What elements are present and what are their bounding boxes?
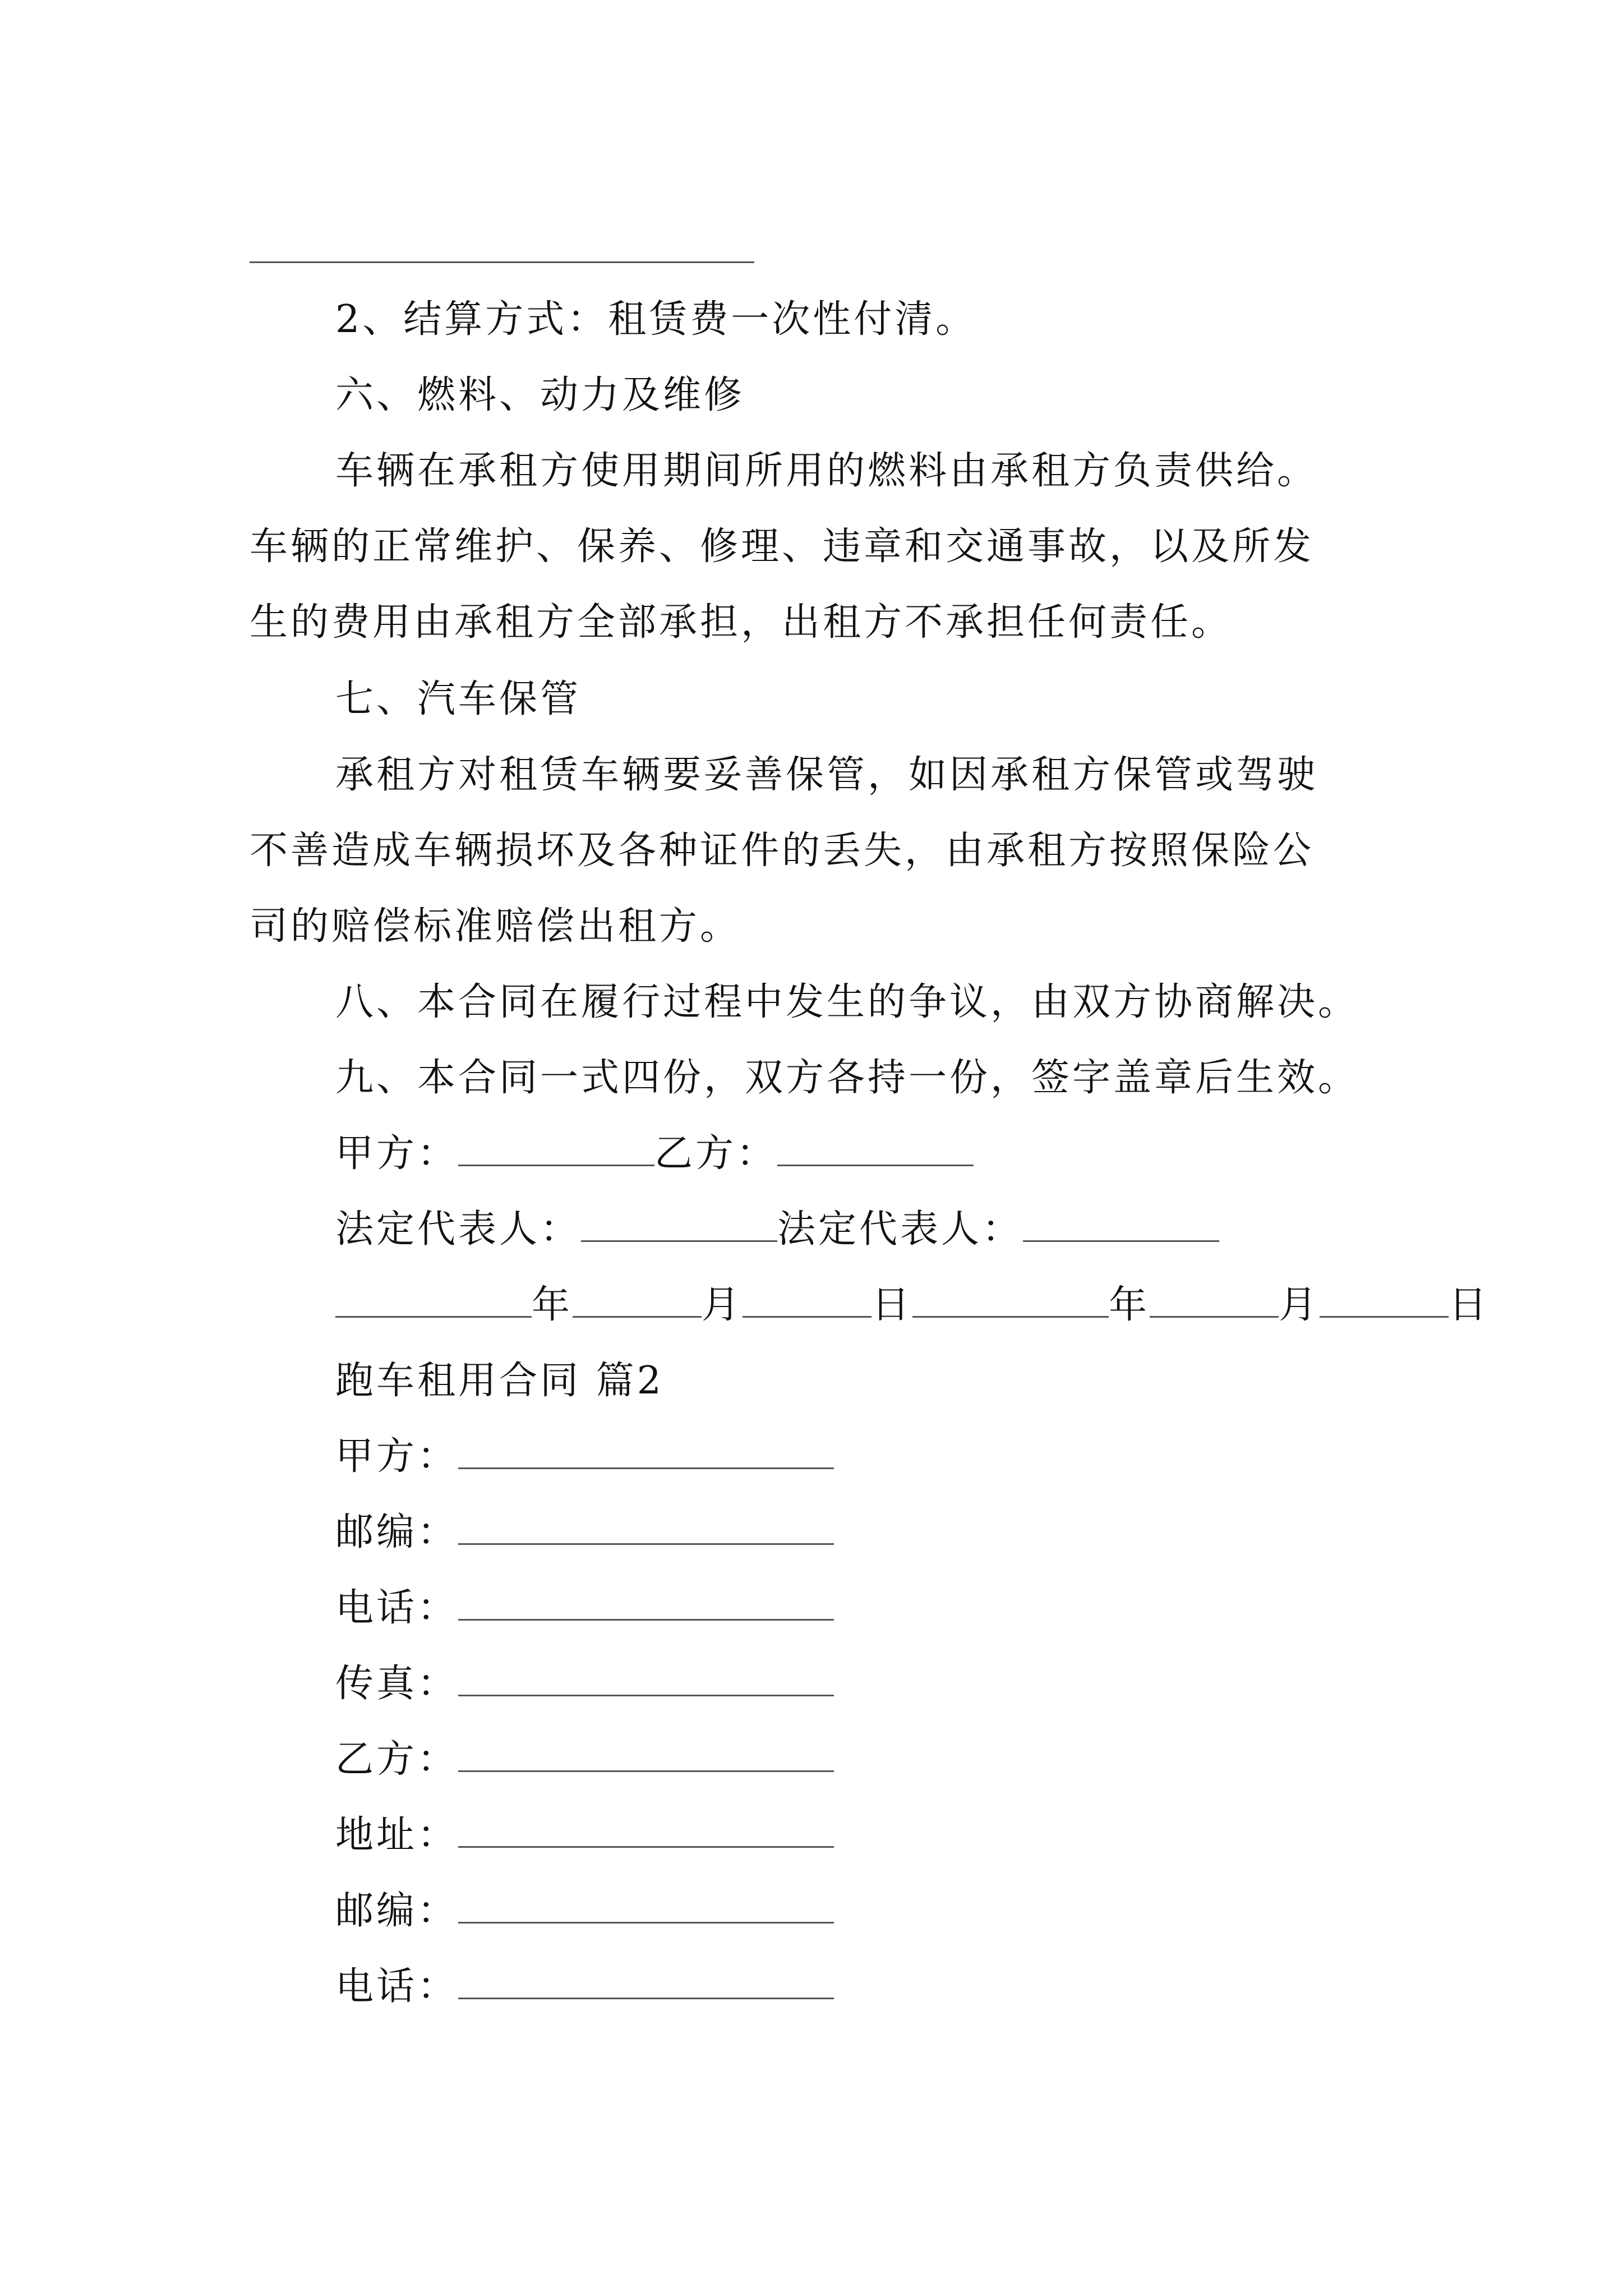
form-field-blank [458, 1508, 834, 1545]
party-b-label: 乙方： [654, 1131, 778, 1176]
section-6-paragraph-line: 车辆的正常维护、保养、修理、违章和交通事故，以及所发 [250, 524, 1315, 569]
representative-a-blank [581, 1205, 777, 1242]
date-year-label: 年 [532, 1283, 573, 1327]
form-field-row [335, 1807, 834, 1864]
form-field-label: 邮编： [335, 1510, 459, 1554]
representative-b-label: 法定代表人： [777, 1207, 1023, 1251]
representative-a-label: 法定代表人： [335, 1207, 582, 1251]
form-field-label: 邮编： [335, 1889, 459, 1933]
date-b-day-blank [1320, 1281, 1449, 1318]
date-day-label: 日 [872, 1283, 913, 1327]
section-8: 八、本合同在履行过程中发生的争议，由双方协商解决。 [335, 980, 1359, 1024]
settlement-item: 2、结算方式：租赁费一次性付清。 [335, 297, 977, 342]
party-b-blank [777, 1130, 974, 1166]
form-field-blank [458, 1584, 834, 1621]
section-7-paragraph-line: 承租方对租赁车辆要妥善保管，如因承租方保管或驾驶 [335, 753, 1318, 797]
party-a-label: 甲方： [335, 1131, 459, 1176]
header-rule [250, 261, 754, 263]
form-field-row [335, 1959, 834, 2015]
signature-dates-row [335, 1277, 1490, 1333]
form-field-row [335, 1732, 834, 1788]
form-field-blank [458, 1887, 834, 1924]
contract-2-title: 跑车租用合同 篇2 [335, 1359, 664, 1403]
form-field-blank [458, 1736, 834, 1772]
date-a-year-blank [335, 1281, 532, 1318]
form-field-row [335, 1580, 834, 1636]
date-a-day-blank [743, 1281, 872, 1318]
date-b-year-blank [912, 1281, 1109, 1318]
date-year-label: 年 [1109, 1283, 1150, 1327]
form-field-row [335, 1656, 834, 1712]
section-6-title: 六、燃料、动力及维修 [335, 373, 745, 417]
party-a-blank [458, 1130, 654, 1166]
date-day-label: 日 [1449, 1283, 1490, 1327]
signature-representatives-row [335, 1202, 1219, 1258]
section-6-paragraph-line: 车辆在承租方使用期间所用的燃料由承租方负责供给。 [335, 449, 1318, 493]
signature-parties-row [335, 1126, 974, 1182]
date-month-label: 月 [1279, 1283, 1320, 1327]
date-month-label: 月 [702, 1283, 743, 1327]
form-field-row [335, 1883, 834, 1939]
form-field-label: 乙方： [335, 1737, 459, 1782]
form-field-label: 电话： [335, 1964, 459, 2009]
date-a-month-blank [573, 1281, 702, 1318]
form-field-label: 地址： [335, 1813, 459, 1857]
section-9: 九、本合同一式四份，双方各持一份，签字盖章后生效。 [335, 1056, 1359, 1100]
representative-b-blank [1023, 1205, 1219, 1242]
form-field-label: 电话： [335, 1586, 459, 1630]
section-7-paragraph-line: 司的赔偿标准赔偿出租方。 [250, 904, 741, 949]
section-6-paragraph-line: 生的费用由承租方全部承担，出租方不承担任何责任。 [250, 600, 1233, 645]
form-field-blank [458, 1963, 834, 1999]
form-field-blank [458, 1433, 834, 1469]
section-7-title: 七、汽车保管 [335, 677, 582, 721]
form-field-row [335, 1504, 834, 1561]
form-field-label: 甲方： [335, 1434, 459, 1479]
form-field-row [335, 1429, 834, 1485]
section-7-paragraph-line: 不善造成车辆损坏及各种证件的丢失，由承租方按照保险公 [250, 829, 1315, 873]
form-field-blank [458, 1660, 834, 1696]
date-b-month-blank [1150, 1281, 1279, 1318]
form-field-blank [458, 1811, 834, 1848]
form-field-label: 传真： [335, 1662, 459, 1706]
